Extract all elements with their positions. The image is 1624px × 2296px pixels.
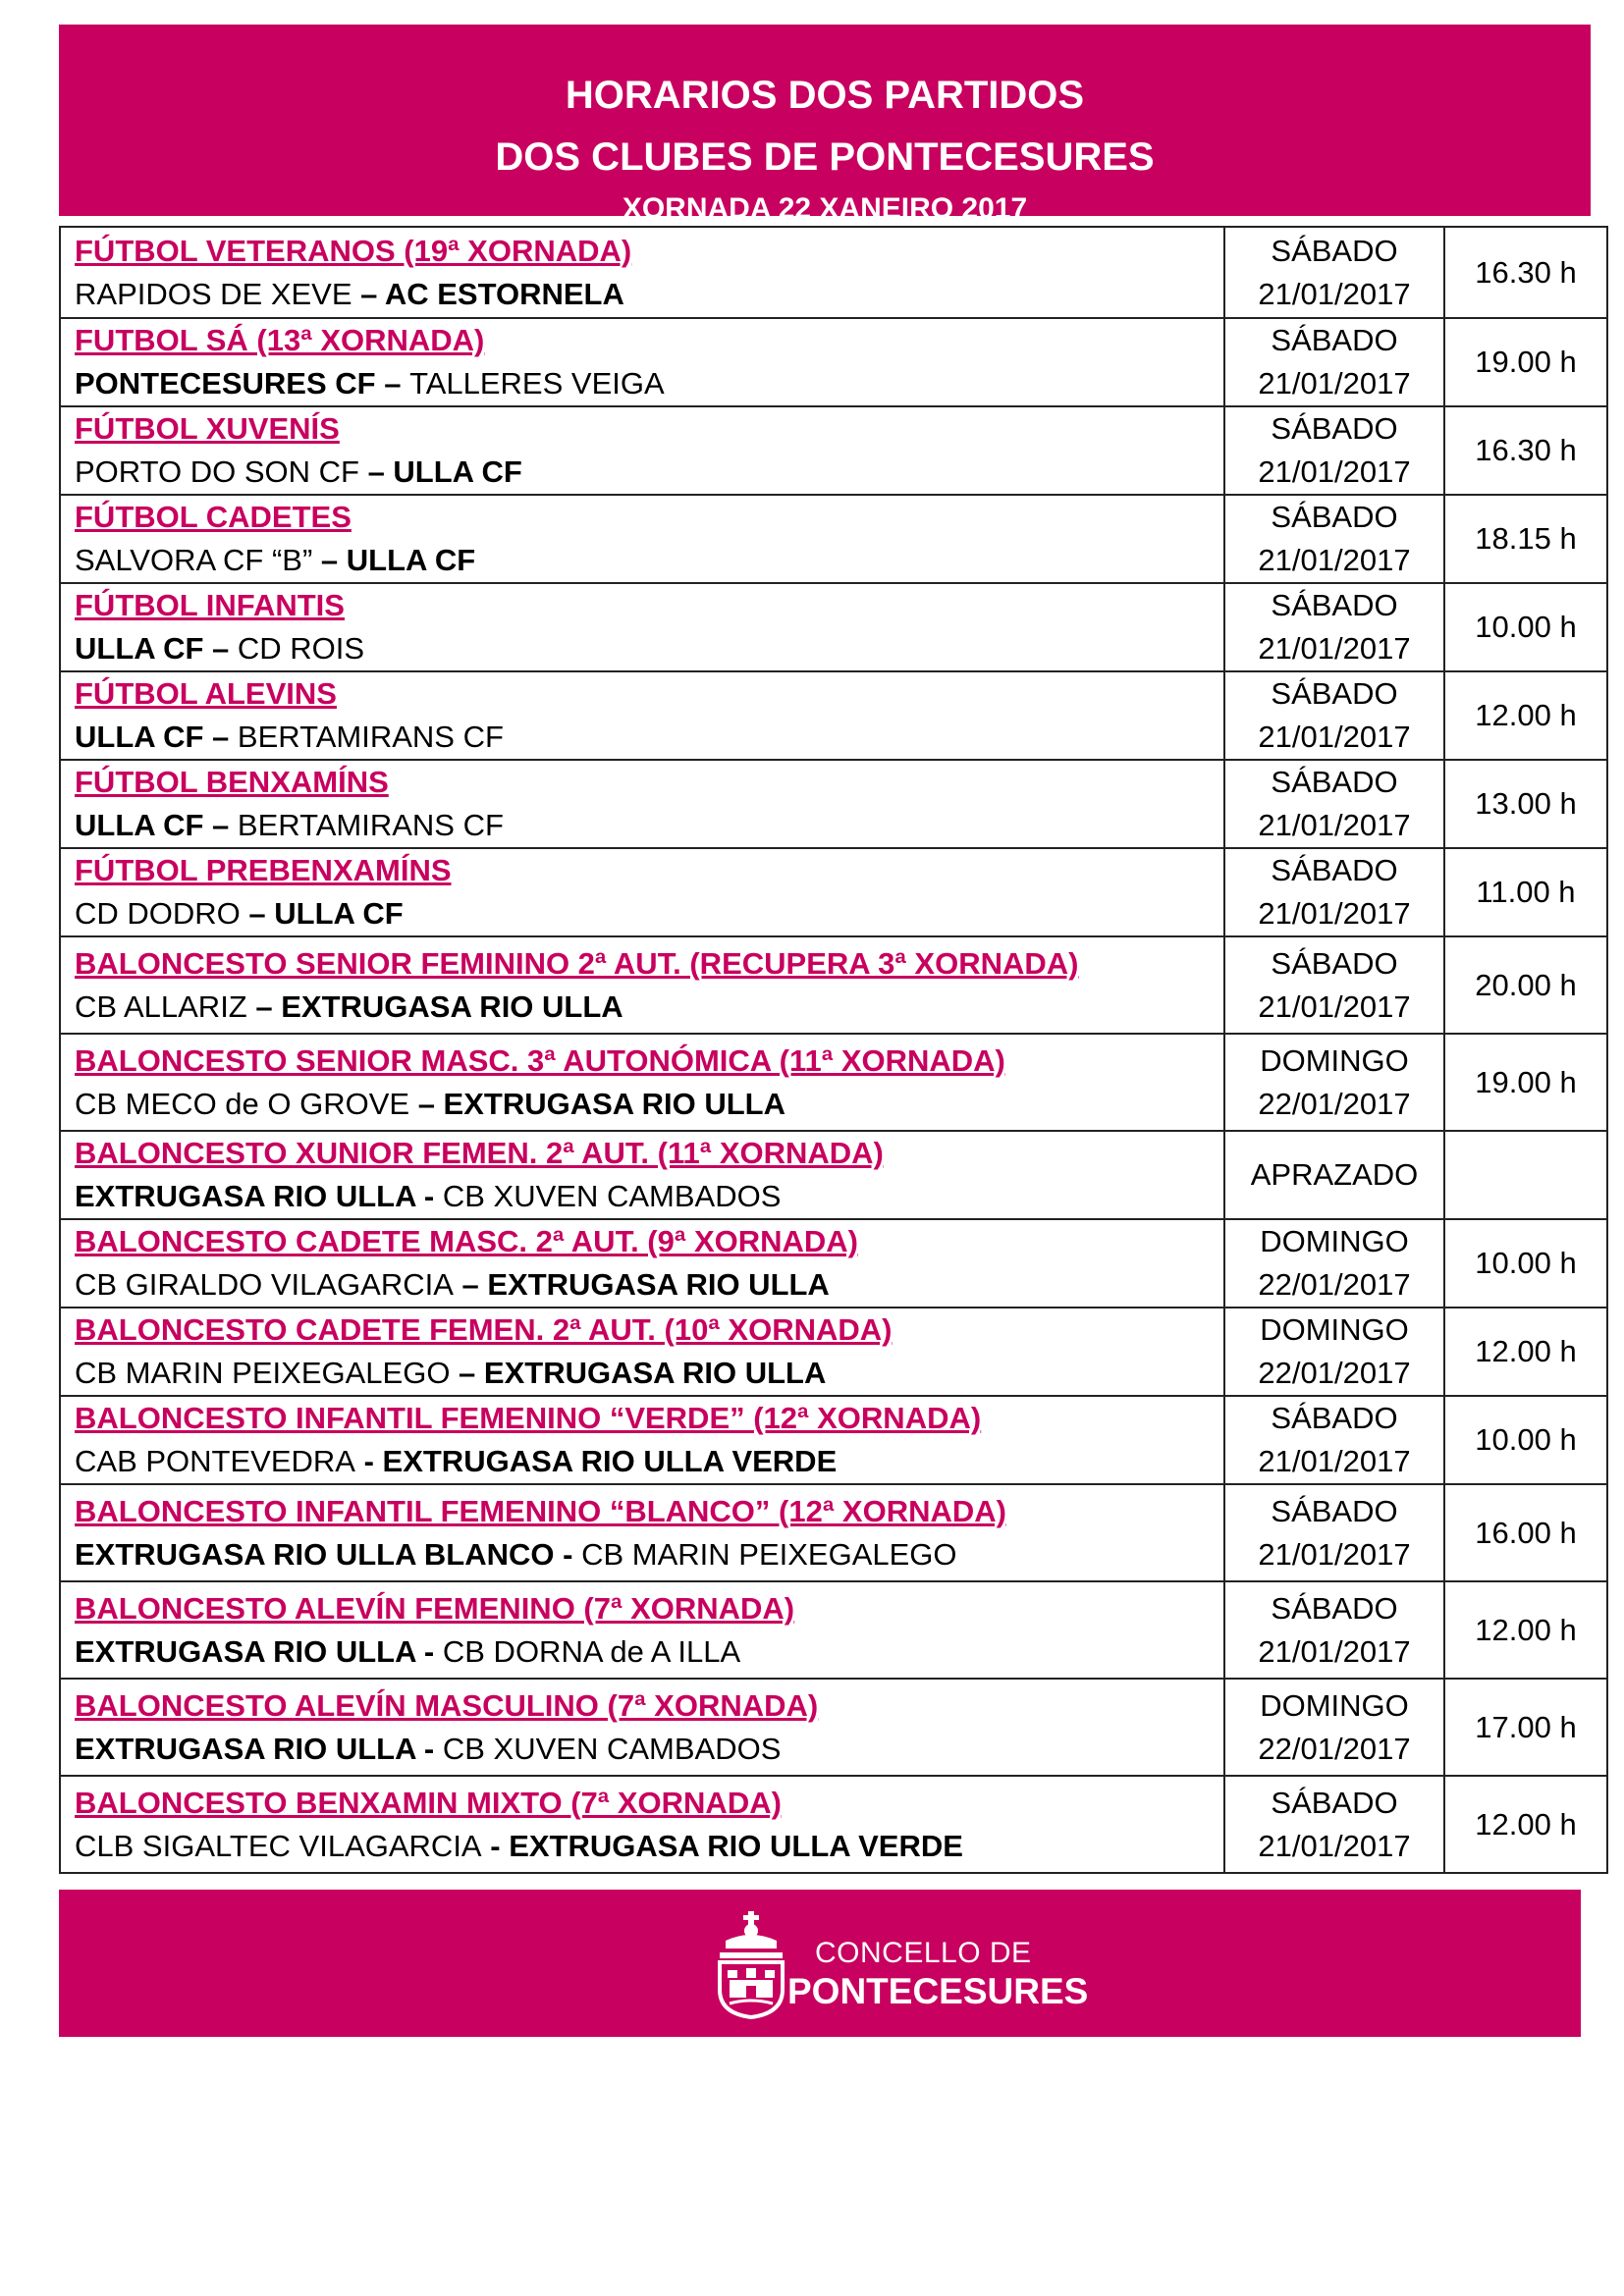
- date-cell: [1224, 1131, 1444, 1219]
- vs-separator: –: [352, 276, 385, 311]
- match-cell: [60, 848, 1224, 936]
- day-label: SÁBADO: [1271, 1401, 1398, 1435]
- category-label: BALONCESTO ALEVÍN FEMENINO (7ª XORNADA): [75, 1590, 795, 1626]
- home-team: EXTRUGASA RIO ULLA: [75, 1179, 416, 1213]
- table-row: [60, 1034, 1607, 1131]
- time-cell: 19.00 h: [1444, 318, 1607, 406]
- day-label: SÁBADO: [1271, 1493, 1398, 1528]
- away-team: ULLA CF: [346, 543, 476, 577]
- day-label: SÁBADO: [1271, 676, 1398, 711]
- date-label: 22/01/2017: [1258, 1731, 1411, 1766]
- vs-separator: -: [415, 1633, 443, 1669]
- teams-line: [75, 1825, 1223, 1868]
- vs-separator: –: [375, 366, 410, 400]
- match-cell: [60, 318, 1224, 406]
- vs-separator: -: [415, 1179, 443, 1213]
- match-cell: [60, 1308, 1224, 1396]
- date-cell: [1224, 1679, 1444, 1776]
- time-cell: 10.00 h: [1444, 1396, 1607, 1484]
- title-line-1: HORARIOS DOS PARTIDOS: [565, 74, 1085, 117]
- time-cell: 18.15 h: [1444, 495, 1607, 583]
- teams-line: [75, 1728, 1223, 1771]
- home-team: RAPIDOS DE XEVE: [75, 276, 352, 311]
- table-row: [60, 406, 1607, 495]
- date-cell: [1224, 406, 1444, 495]
- home-team: ULLA CF: [75, 808, 204, 842]
- table-row: [60, 1679, 1607, 1776]
- table-row: [60, 318, 1607, 406]
- home-team: ULLA CF: [75, 720, 204, 754]
- teams-line: [75, 1630, 1223, 1674]
- date-cell: [1224, 760, 1444, 848]
- date-label: 21/01/2017: [1258, 1828, 1411, 1863]
- match-cell: [60, 227, 1224, 318]
- away-team: TALLERES VEIGA: [409, 366, 665, 400]
- category-label: BALONCESTO INFANTIL FEMENINO “BLANCO” (12ª XORNADA): [75, 1493, 1006, 1528]
- away-team: BERTAMIRANS CF: [237, 720, 504, 754]
- home-team: CB GIRALDO VILAGARCIA: [75, 1267, 454, 1302]
- match-cell: [60, 583, 1224, 671]
- match-cell: [60, 760, 1224, 848]
- home-team: CB ALLARIZ: [75, 988, 247, 1024]
- time-cell: 12.00 h: [1444, 1776, 1607, 1873]
- day-label: SÁBADO: [1271, 233, 1398, 268]
- date-label: 21/01/2017: [1258, 276, 1411, 311]
- home-team: PONTECESURES CF: [75, 366, 376, 400]
- table-row: [60, 583, 1607, 671]
- home-team: ULLA CF: [75, 631, 204, 666]
- date-cell: [1224, 318, 1444, 406]
- date-label: 21/01/2017: [1258, 988, 1411, 1024]
- subtitle-xornada: XORNADA 22 XANEIRO 2017: [622, 192, 1028, 225]
- match-cell: [60, 1396, 1224, 1484]
- table-row: [60, 1776, 1607, 1873]
- vs-separator: –: [453, 1267, 488, 1302]
- table-row: [60, 848, 1607, 936]
- category-label: FÚTBOL XUVENÍS: [75, 411, 340, 446]
- category-label: BALONCESTO ALEVÍN MASCULINO (7ª XORNADA): [75, 1687, 819, 1723]
- teams-line: [75, 892, 1223, 935]
- time-cell: 19.00 h: [1444, 1034, 1607, 1131]
- teams-line: [75, 1263, 1223, 1307]
- date-label: 21/01/2017: [1258, 1633, 1411, 1669]
- day-label: SÁBADO: [1271, 853, 1398, 887]
- match-cell: [60, 671, 1224, 760]
- away-team: ULLA CF: [393, 454, 522, 489]
- category-label: FÚTBOL ALEVINS: [75, 676, 337, 711]
- away-team: EXTRUGASA RIO ULLA: [281, 988, 623, 1024]
- date-label: 21/01/2017: [1258, 808, 1411, 842]
- date-cell: [1224, 1484, 1444, 1581]
- time-cell: 16.30 h: [1444, 227, 1607, 318]
- category-label: FÚTBOL VETERANOS (19ª XORNADA): [75, 233, 632, 268]
- home-team: CAB PONTEVEDRA: [75, 1444, 355, 1478]
- table-row: [60, 227, 1607, 318]
- category-label: BALONCESTO XUNIOR FEMEN. 2ª AUT. (11ª XORNADA): [75, 1136, 884, 1170]
- away-team: AC ESTORNELA: [384, 276, 624, 311]
- table-row: [60, 1308, 1607, 1396]
- vs-separator: –: [203, 720, 238, 754]
- vs-separator: -: [554, 1536, 582, 1572]
- date-label: 21/01/2017: [1258, 1536, 1411, 1572]
- header-banner: [59, 25, 1591, 225]
- teams-line: [75, 1175, 1223, 1218]
- away-team: BERTAMIRANS CF: [237, 808, 504, 842]
- teams-line: [75, 1352, 1223, 1395]
- date-cell: [1224, 1396, 1444, 1484]
- teams-line: [75, 1440, 1223, 1483]
- category-label: BALONCESTO BENXAMIN MIXTO (7ª XORNADA): [75, 1785, 782, 1820]
- vs-separator: –: [358, 454, 394, 489]
- date-label: 21/01/2017: [1258, 1444, 1411, 1478]
- away-team: EXTRUGASA RIO ULLA VERDE: [382, 1444, 838, 1478]
- footer-line-1: CONCELLO DE: [815, 1937, 1032, 1969]
- match-cell: [60, 495, 1224, 583]
- away-team: CB MARIN PEIXEGALEGO: [581, 1536, 957, 1572]
- time-cell: 12.00 h: [1444, 1308, 1607, 1396]
- teams-line: [75, 804, 1223, 847]
- time-cell: 11.00 h: [1444, 848, 1607, 936]
- day-label: DOMINGO: [1260, 1042, 1409, 1078]
- day-label: SÁBADO: [1271, 500, 1398, 534]
- date-cell: [1224, 1581, 1444, 1679]
- away-team: EXTRUGASA RIO ULLA: [483, 1356, 827, 1390]
- vs-separator: –: [246, 988, 282, 1024]
- day-label: DOMINGO: [1260, 1312, 1409, 1347]
- coat-of-arms-icon: [712, 1911, 790, 2019]
- home-team: PORTO DO SON CF: [75, 454, 359, 489]
- match-cell: [60, 406, 1224, 495]
- table-row: [60, 1396, 1607, 1484]
- teams-line: [75, 716, 1223, 759]
- away-team: EXTRUGASA RIO ULLA VERDE: [509, 1828, 963, 1863]
- date-label: 21/01/2017: [1258, 896, 1411, 931]
- date-cell: [1224, 936, 1444, 1034]
- teams-line: [75, 273, 1223, 316]
- time-cell: 10.00 h: [1444, 1219, 1607, 1308]
- date-cell: [1224, 848, 1444, 936]
- table-row: [60, 1581, 1607, 1679]
- day-label: DOMINGO: [1260, 1224, 1409, 1258]
- category-label: BALONCESTO SENIOR MASC. 3ª AUTONÓMICA (11ª XORNADA): [75, 1042, 1005, 1078]
- teams-line: [75, 627, 1223, 670]
- home-team: CB MECO de O GROVE: [75, 1086, 410, 1121]
- date-cell: [1224, 227, 1444, 318]
- vs-separator: –: [203, 631, 238, 666]
- table-row: [60, 936, 1607, 1034]
- match-cell: [60, 1034, 1224, 1131]
- day-label: DOMINGO: [1260, 1687, 1409, 1723]
- home-team: EXTRUGASA RIO ULLA: [75, 1731, 416, 1766]
- title-line-2: DOS CLUBES DE PONTECESURES: [495, 135, 1155, 179]
- date-label: 22/01/2017: [1258, 1267, 1411, 1302]
- footer-line-2: PONTECESURES: [787, 1971, 1089, 2011]
- time-cell: [1444, 1131, 1607, 1219]
- match-cell: [60, 1219, 1224, 1308]
- day-label: SÁBADO: [1271, 1590, 1398, 1626]
- home-team: EXTRUGASA RIO ULLA BLANCO: [75, 1536, 555, 1572]
- away-team: ULLA CF: [274, 896, 404, 931]
- date-label: 21/01/2017: [1258, 454, 1411, 489]
- vs-separator: –: [240, 896, 275, 931]
- date-cell: [1224, 1308, 1444, 1396]
- category-label: BALONCESTO SENIOR FEMININO 2ª AUT. (RECUPERA 3ª XORNADA): [75, 945, 1079, 981]
- day-label: SÁBADO: [1271, 588, 1398, 622]
- date-label: 21/01/2017: [1258, 543, 1411, 577]
- day-label: SÁBADO: [1271, 765, 1398, 799]
- footer-banner: [59, 1890, 1581, 2037]
- day-label: APRAZADO: [1250, 1157, 1419, 1192]
- time-cell: 10.00 h: [1444, 583, 1607, 671]
- day-label: SÁBADO: [1271, 945, 1398, 981]
- home-team: EXTRUGASA RIO ULLA: [75, 1633, 416, 1669]
- category-label: FÚTBOL BENXAMÍNS: [75, 765, 389, 799]
- away-team: CB XUVEN CAMBADOS: [442, 1731, 782, 1766]
- date-cell: [1224, 671, 1444, 760]
- date-cell: [1224, 495, 1444, 583]
- teams-line: [75, 986, 1223, 1029]
- category-label: BALONCESTO INFANTIL FEMENINO “VERDE” (12ª XORNADA): [75, 1401, 982, 1435]
- day-label: SÁBADO: [1271, 411, 1398, 446]
- match-cell: [60, 1581, 1224, 1679]
- time-cell: 17.00 h: [1444, 1679, 1607, 1776]
- home-team: SALVORA CF “B”: [75, 543, 313, 577]
- table-row: [60, 760, 1607, 848]
- teams-line: [75, 1533, 1223, 1576]
- teams-line: [75, 362, 1223, 405]
- vs-separator: –: [409, 1086, 444, 1121]
- time-cell: 13.00 h: [1444, 760, 1607, 848]
- category-label: FÚTBOL PREBENXAMÍNS: [75, 853, 452, 887]
- day-label: SÁBADO: [1271, 323, 1398, 357]
- match-cell: [60, 1776, 1224, 1873]
- match-cell: [60, 1679, 1224, 1776]
- category-label: BALONCESTO CADETE MASC. 2ª AUT. (9ª XORNADA): [75, 1224, 858, 1258]
- category-label: FÚTBOL INFANTIS: [75, 588, 345, 622]
- away-team: CB XUVEN CAMBADOS: [442, 1179, 782, 1213]
- away-team: EXTRUGASA RIO ULLA: [443, 1086, 786, 1121]
- table-row: [60, 671, 1607, 760]
- vs-separator: -: [415, 1731, 443, 1766]
- home-team: CD DODRO: [75, 896, 241, 931]
- table-row: [60, 495, 1607, 583]
- away-team: CB DORNA de A ILLA: [442, 1633, 741, 1669]
- vs-separator: –: [450, 1356, 484, 1390]
- date-label: 22/01/2017: [1258, 1086, 1411, 1121]
- home-team: CB MARIN PEIXEGALEGO: [75, 1356, 451, 1390]
- away-team: CD ROIS: [237, 631, 365, 666]
- vs-separator: -: [481, 1828, 510, 1863]
- teams-line: [75, 1083, 1223, 1126]
- time-cell: 12.00 h: [1444, 1581, 1607, 1679]
- time-cell: 16.30 h: [1444, 406, 1607, 495]
- category-label: FUTBOL SÁ (13ª XORNADA): [75, 323, 485, 357]
- date-label: 21/01/2017: [1258, 631, 1411, 666]
- match-cell: [60, 936, 1224, 1034]
- category-label: FÚTBOL CADETES: [75, 500, 352, 534]
- time-cell: 12.00 h: [1444, 671, 1607, 760]
- match-cell: [60, 1484, 1224, 1581]
- category-label: BALONCESTO CADETE FEMEN. 2ª AUT. (10ª XORNADA): [75, 1312, 893, 1347]
- away-team: EXTRUGASA RIO ULLA: [487, 1267, 830, 1302]
- time-cell: 16.00 h: [1444, 1484, 1607, 1581]
- date-cell: [1224, 1776, 1444, 1873]
- date-label: 21/01/2017: [1258, 366, 1411, 400]
- table-row: [60, 1484, 1607, 1581]
- table-row: [60, 1131, 1607, 1219]
- teams-line: [75, 539, 1223, 582]
- vs-separator: -: [354, 1444, 383, 1478]
- home-team: CLB SIGALTEC VILAGARCIA: [75, 1828, 482, 1863]
- schedule-table: [59, 226, 1608, 1874]
- date-label: 21/01/2017: [1258, 720, 1411, 754]
- date-label: 22/01/2017: [1258, 1356, 1411, 1390]
- vs-separator: –: [203, 808, 238, 842]
- date-cell: [1224, 1219, 1444, 1308]
- table-row: [60, 1219, 1607, 1308]
- time-cell: 20.00 h: [1444, 936, 1607, 1034]
- day-label: SÁBADO: [1271, 1785, 1398, 1820]
- teams-line: [75, 451, 1223, 494]
- date-cell: [1224, 1034, 1444, 1131]
- date-cell: [1224, 583, 1444, 671]
- match-cell: [60, 1131, 1224, 1219]
- vs-separator: –: [312, 543, 347, 577]
